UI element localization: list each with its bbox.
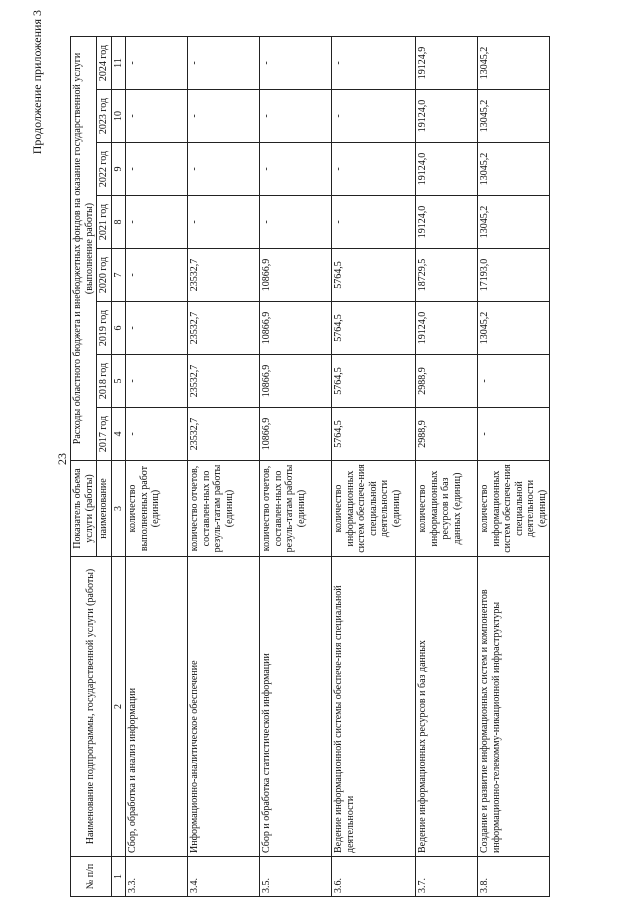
- row-value: -: [126, 249, 188, 302]
- row-value: -: [332, 196, 416, 249]
- header-indicator-group: Показатель объема услуги (работы): [71, 461, 97, 557]
- row-value: -: [126, 355, 188, 408]
- header-year: 2023 год: [97, 90, 112, 143]
- header-year: 2018 год: [97, 355, 112, 408]
- row-value: 10866,9: [260, 249, 332, 302]
- row-value: -: [126, 143, 188, 196]
- table-row: [478, 36, 550, 896]
- row-number: 3.7.: [416, 857, 478, 897]
- row-value: 19124,0: [416, 90, 478, 143]
- row-indicator: количество информационных ресурсов и баз данных (единиц): [416, 461, 478, 557]
- row-indicator: количество выполненных работ (единиц): [126, 461, 188, 557]
- index-cell: 6: [111, 302, 126, 355]
- row-value: 17193,0: [478, 249, 550, 302]
- row-value: 13045,2: [478, 302, 550, 355]
- row-value: 10866,9: [260, 355, 332, 408]
- table-row: [126, 36, 188, 896]
- row-name: Ведение информационной системы обеспече-ния специальной деятельности: [332, 557, 416, 857]
- index-cell: 3: [111, 461, 126, 557]
- row-value: 5764,5: [332, 302, 416, 355]
- row-number: 3.4.: [188, 857, 260, 897]
- row-value: 18729,5: [416, 249, 478, 302]
- row-value: 2988,9: [416, 408, 478, 461]
- row-value: 23532,7: [188, 302, 260, 355]
- index-cell: 8: [111, 196, 126, 249]
- budget-table: [70, 36, 550, 897]
- header-expenses: Расходы областного бюджета и внебюджетных фондов на оказание государственной услуги (выполнение работы): [71, 36, 97, 460]
- row-value: -: [478, 408, 550, 461]
- index-cell: 4: [111, 408, 126, 461]
- header-no: № п/п: [71, 857, 112, 897]
- row-value: -: [188, 196, 260, 249]
- index-cell: 9: [111, 143, 126, 196]
- table-row: [188, 36, 260, 896]
- row-value: 13045,2: [478, 196, 550, 249]
- row-value: 19124,9: [416, 36, 478, 89]
- row-number: 3.6.: [332, 857, 416, 897]
- header-year: 2017 год: [97, 408, 112, 461]
- header-year: 2019 год: [97, 302, 112, 355]
- index-row: [111, 36, 126, 896]
- row-value: 5764,5: [332, 355, 416, 408]
- row-value: -: [126, 36, 188, 89]
- index-cell: 1: [111, 857, 126, 897]
- row-number: 3.3.: [126, 857, 188, 897]
- row-value: 19124,0: [416, 302, 478, 355]
- row-value: -: [126, 302, 188, 355]
- row-value: -: [332, 36, 416, 89]
- index-cell: 11: [111, 36, 126, 89]
- row-value: -: [126, 408, 188, 461]
- row-value: 10866,9: [260, 302, 332, 355]
- index-cell: 2: [111, 557, 126, 857]
- row-name: Ведение информационных ресурсов и баз данных: [416, 557, 478, 857]
- header-year: 2020 год: [97, 249, 112, 302]
- row-value: -: [188, 36, 260, 89]
- row-value: -: [260, 90, 332, 143]
- row-indicator: количество информационных систем обеспече-ния специальной деятельности (единиц): [332, 461, 416, 557]
- row-value: -: [260, 36, 332, 89]
- row-name: Информационно-аналитическое обеспечение: [188, 557, 260, 857]
- header-year: 2021 год: [97, 196, 112, 249]
- header-name: Наименование подпрограммы, государственной услуги (работы): [71, 557, 112, 857]
- row-value: 23532,7: [188, 355, 260, 408]
- row-indicator: количество информационных систем обеспече-ния специальной деятельности (единиц): [478, 461, 550, 557]
- row-value: -: [332, 90, 416, 143]
- row-value: 5764,5: [332, 408, 416, 461]
- row-value: -: [188, 90, 260, 143]
- row-indicator: количество отчетов, составлен-ных по резуль-татам работы (единиц): [260, 461, 332, 557]
- appendix-label: Продолжение приложения 3: [30, 10, 44, 155]
- row-name: Сбор и обработка статистической информации: [260, 557, 332, 857]
- row-value: 23532,7: [188, 408, 260, 461]
- row-value: -: [260, 196, 332, 249]
- row-value: 13045,2: [478, 143, 550, 196]
- row-value: -: [126, 90, 188, 143]
- row-value: 10866,9: [260, 408, 332, 461]
- header-year: 2022 год: [97, 143, 112, 196]
- index-cell: 5: [111, 355, 126, 408]
- page-number: 23: [55, 453, 69, 465]
- row-value: 5764,5: [332, 249, 416, 302]
- row-value: 2988,9: [416, 355, 478, 408]
- row-name: Сбор, обработка и анализ информации: [126, 557, 188, 857]
- index-cell: 10: [111, 90, 126, 143]
- row-number: 3.8.: [478, 857, 550, 897]
- row-value: -: [332, 143, 416, 196]
- index-cell: 7: [111, 249, 126, 302]
- header-indicator: наименование: [97, 461, 112, 557]
- row-value: 13045,2: [478, 36, 550, 89]
- row-value: 19124,0: [416, 196, 478, 249]
- table-row: [332, 36, 416, 896]
- row-value: 23532,7: [188, 249, 260, 302]
- row-indicator: количество отчетов, составлен-ных по резуль-татам работы (единиц): [188, 461, 260, 557]
- row-name: Создание и развитие информационных систем и компонентов информационно-телекомму-никационной инфраструктуры: [478, 557, 550, 857]
- table-row: [416, 36, 478, 896]
- row-value: 13045,2: [478, 90, 550, 143]
- row-value: -: [260, 143, 332, 196]
- row-value: 19124,0: [416, 143, 478, 196]
- row-value: -: [188, 143, 260, 196]
- table-row: [260, 36, 332, 896]
- header-year: 2024 год: [97, 36, 112, 89]
- row-number: 3.5.: [260, 857, 332, 897]
- row-value: -: [126, 196, 188, 249]
- row-value: -: [478, 355, 550, 408]
